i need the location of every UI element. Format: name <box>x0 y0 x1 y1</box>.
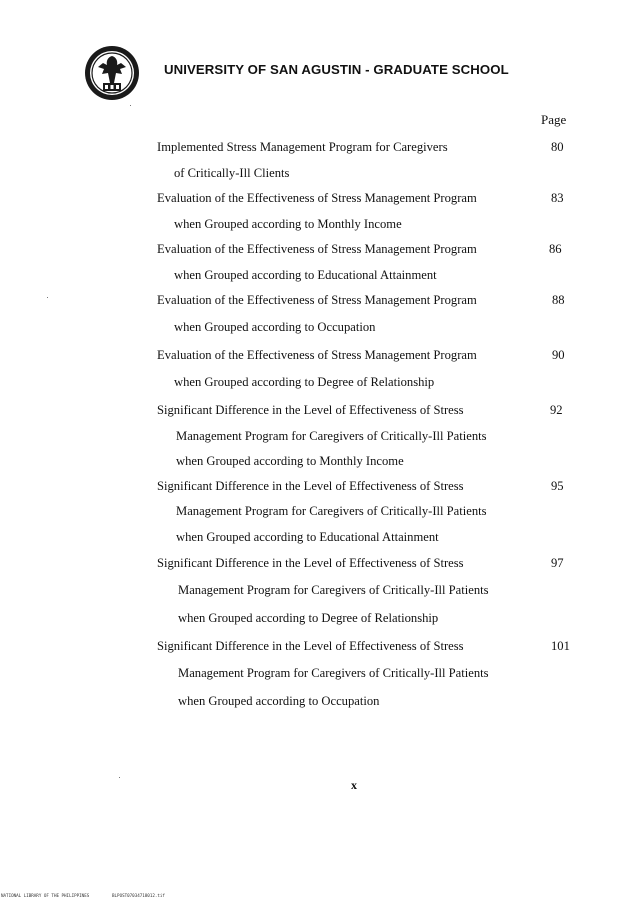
page-header-title: UNIVERSITY OF SAN AGUSTIN - GRADUATE SCHOOL <box>164 62 509 77</box>
page-column-label: Page <box>541 112 567 127</box>
toc-entry-2-page: 83 <box>551 191 564 205</box>
scan-speck <box>130 105 131 106</box>
scan-speck <box>47 297 48 298</box>
scan-speck <box>119 777 120 778</box>
toc-entry-7-page: 95 <box>551 479 564 493</box>
toc-entry-9-line-2: Management Program for Caregivers of Critically-Ill Patients <box>178 666 489 680</box>
toc-entry-1-line-1: Implemented Stress Management Program for Caregivers <box>157 140 448 154</box>
toc-entry-8-line-2: Management Program for Caregivers of Critically-Ill Patients <box>178 583 489 597</box>
toc-entry-5-page: 90 <box>552 348 565 362</box>
toc-entry-4-line-1: Evaluation of the Effectiveness of Stress Management Program <box>157 293 477 307</box>
toc-entry-5-line-2: when Grouped according to Degree of Relationship <box>174 375 435 389</box>
toc-entry-8-line-1: Significant Difference in the Level of Effectiveness of Stress <box>157 556 464 570</box>
toc-entry-9-page: 101 <box>551 639 570 653</box>
toc-entry-2-line-2: when Grouped according to Monthly Income <box>174 217 402 231</box>
toc-entry-2-line-1: Evaluation of the Effectiveness of Stress Management Program <box>157 191 477 205</box>
toc-entry-4-line-2: when Grouped according to Occupation <box>174 320 376 334</box>
university-seal-icon <box>84 43 140 103</box>
toc-entry-3-line-2: when Grouped according to Educational Attainment <box>174 268 437 282</box>
toc-entry-5-line-1: Evaluation of the Effectiveness of Stress Management Program <box>157 348 477 362</box>
toc-entry-9-line-3: when Grouped according to Occupation <box>178 694 380 708</box>
toc-entry-6-line-1: Significant Difference in the Level of Effectiveness of Stress <box>157 403 464 417</box>
toc-entry-1-page: 80 <box>551 140 564 154</box>
toc-entry-3-page: 86 <box>549 242 562 256</box>
toc-entry-8-page: 97 <box>551 556 564 570</box>
toc-entry-7-line-1: Significant Difference in the Level of Effectiveness of Stress <box>157 479 464 493</box>
toc-entry-4-page: 88 <box>552 293 565 307</box>
footer-stamp-library: NATIONAL LIBRARY OF THE PHILIPPINES <box>1 893 90 898</box>
footer-stamp-filename: BLPOST07034718012.tif <box>112 893 165 898</box>
toc-entry-7-line-3: when Grouped according to Educational Attainment <box>176 530 439 544</box>
toc-entry-7-line-2: Management Program for Caregivers of Critically-Ill Patients <box>176 504 487 518</box>
toc-entry-8-line-3: when Grouped according to Degree of Relationship <box>178 611 439 625</box>
toc-entry-6-page: 92 <box>550 403 563 417</box>
toc-entry-1-line-2: of Critically-Ill Clients <box>174 166 290 180</box>
toc-entry-9-line-1: Significant Difference in the Level of Effectiveness of Stress <box>157 639 464 653</box>
page-number: x <box>351 778 357 792</box>
toc-entry-3-line-1: Evaluation of the Effectiveness of Stress Management Program <box>157 242 477 256</box>
toc-entry-6-line-3: when Grouped according to Monthly Income <box>176 454 404 468</box>
toc-entry-6-line-2: Management Program for Caregivers of Critically-Ill Patients <box>176 429 487 443</box>
